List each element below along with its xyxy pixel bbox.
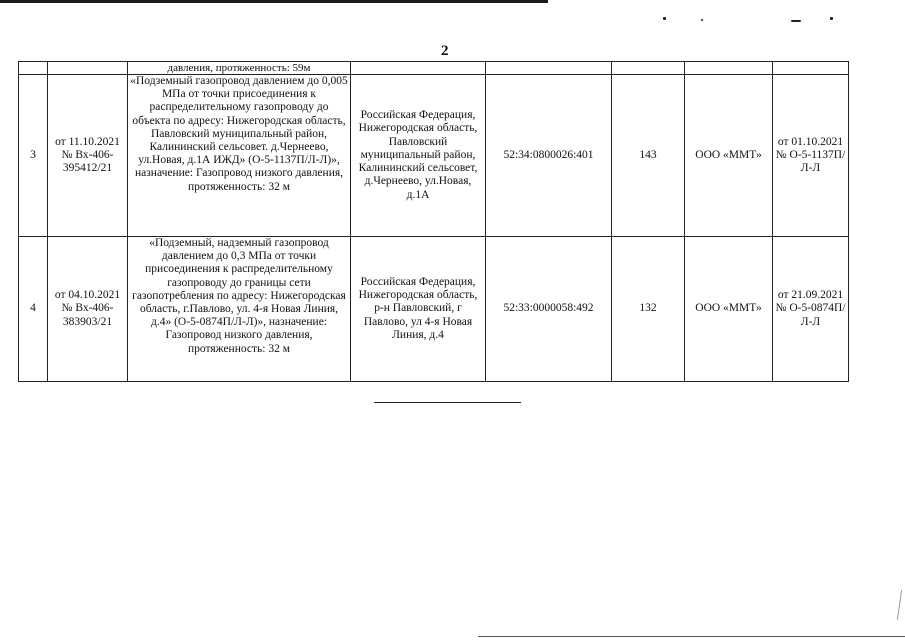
scan-speck — [791, 20, 801, 22]
row-number-cell: 4 — [19, 237, 48, 382]
scan-edge-mark — [897, 590, 902, 620]
table-cell — [685, 62, 773, 75]
table-cell — [773, 62, 849, 75]
objects-table — [18, 61, 849, 382]
object-description-cell: «Подземный газопровод давлением до 0,005 МПа от точки присоединения к распределительному газопроводу до объекта по адресу: Нижегородская область, Павловский муниципальный район, Калининский сельсовет. д.Чернеево, ул.Новая, д.1А ИЖД» (О-5-1137П/Л-Л)», назначение: Газопровод низкого давления, протяженность: 32 м — [128, 75, 351, 237]
table-row — [19, 237, 849, 382]
cadastral-number-cell: 52:33:0000058:492 — [486, 237, 612, 382]
table-row — [19, 75, 849, 237]
owner-cell: ООО «ММТ» — [685, 75, 773, 237]
table-cell — [48, 62, 128, 75]
location-cell: Российская Федерация, Нижегородская область, Павловский муниципальный район, Калининский сельсовет, д.Чернеево, ул.Новая, д.1А — [351, 75, 486, 237]
area-cell: 143 — [612, 75, 685, 237]
row-number-cell: 3 — [19, 75, 48, 237]
end-of-table-rule — [374, 402, 521, 403]
object-description-cell: «Подземный, надземный газопровод давлением до 0,3 МПа от точки присоединения к распределительному газопроводу до границы сети газопотребления по адресу: Нижегородская область, г.Павлово, ул. 4-я Новая Линия, д.4» (О-5-0874П/Л-Л)», назначение: Газопровод низкого давления, протяженность: 32 м — [128, 237, 351, 382]
request-cell: от 04.10.2021 № Вх-406-383903/21 — [48, 237, 128, 382]
table-cell — [612, 62, 685, 75]
page-number: 2 — [441, 43, 449, 59]
table-cell — [486, 62, 612, 75]
scan-speck — [701, 19, 703, 21]
cadastral-number-cell: 52:34:0800026:401 — [486, 75, 612, 237]
owner-cell: ООО «ММТ» — [685, 237, 773, 382]
table-row-continuation — [19, 62, 849, 75]
area-cell: 132 — [612, 237, 685, 382]
table-cell — [351, 62, 486, 75]
request-cell: от 11.10.2021 № Вх-406-395412/21 — [48, 75, 128, 237]
location-cell: Российская Федерация, Нижегородская область, р-н Павловский, г Павлово, ул 4-я Новая Линия, д.4 — [351, 237, 486, 382]
document-cell: от 01.10.2021 № О-5-1137П/Л-Л — [773, 75, 849, 237]
scan-speck — [830, 17, 833, 20]
object-description-cell: давления, протяженность: 59м — [128, 62, 351, 75]
top-border-bar — [0, 0, 548, 3]
document-cell: от 21.09.2021 № О-5-0874П/Л-Л — [773, 237, 849, 382]
bottom-scan-line — [478, 636, 905, 637]
scan-speck — [663, 17, 666, 20]
table-cell — [19, 62, 48, 75]
